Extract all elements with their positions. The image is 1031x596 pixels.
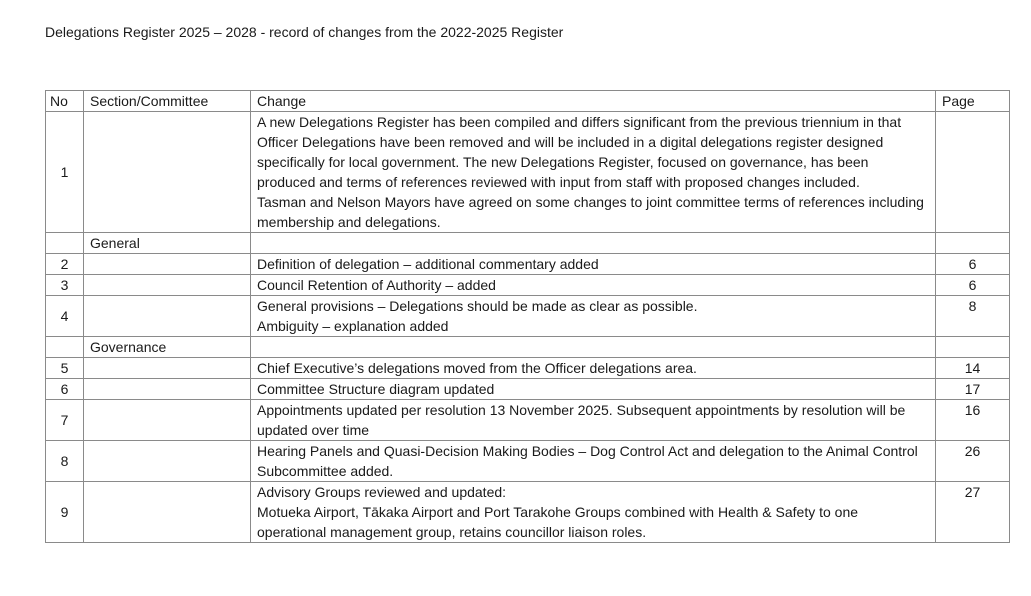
table-row <box>46 441 1010 482</box>
table-row <box>46 400 1010 441</box>
section-row <box>46 233 1010 254</box>
row-section <box>84 482 251 543</box>
row-number: 9 <box>46 482 84 543</box>
row-section <box>84 400 251 441</box>
change-line: Council Retention of Authority – added <box>257 277 496 293</box>
row-number: 4 <box>46 296 84 337</box>
table-body <box>46 112 1010 543</box>
header-page: Page <box>936 91 1010 112</box>
row-number: 3 <box>46 275 84 296</box>
row-number: 8 <box>46 441 84 482</box>
change-line: Hearing Panels and Quasi-Decision Making Bodies – Dog Control Act and delegation to the Animal Control Subcommittee added. <box>257 443 918 479</box>
row-page: 17 <box>936 379 1010 400</box>
row-number: 6 <box>46 379 84 400</box>
change-line: Advisory Groups reviewed and updated: <box>257 484 507 500</box>
row-change <box>251 400 936 441</box>
row-section: Governance <box>84 337 251 358</box>
row-change <box>251 379 936 400</box>
row-number: 5 <box>46 358 84 379</box>
change-line <box>257 337 929 357</box>
row-section <box>84 358 251 379</box>
changes-table <box>45 90 1010 543</box>
table-row <box>46 254 1010 275</box>
row-page: 6 <box>936 275 1010 296</box>
table-row <box>46 296 1010 337</box>
row-section <box>84 441 251 482</box>
row-change <box>251 296 936 337</box>
table-row <box>46 482 1010 543</box>
row-number <box>46 233 84 254</box>
row-change <box>251 275 936 296</box>
row-page: 8 <box>936 296 1010 337</box>
row-page: 6 <box>936 254 1010 275</box>
row-change <box>251 233 936 254</box>
change-line: General provisions – Delegations should be made as clear as possible. <box>257 298 698 314</box>
change-line: Definition of delegation – additional commentary added <box>257 256 599 272</box>
row-page <box>936 233 1010 254</box>
header-no: No <box>46 91 84 112</box>
row-section <box>84 112 251 233</box>
page-title: Delegations Register 2025 – 2028 - record of changes from the 2022-2025 Register <box>45 24 564 40</box>
row-page: 26 <box>936 441 1010 482</box>
change-line: A new Delegations Register has been compiled and differs significant from the previous triennium in that Officer Delegations have been removed and will be included in a digital delegations register designed specifically for local government. The new Delegations Register, focused on governance, has been produced and terms of references reviewed with input from staff with proposed changes included. <box>257 114 902 190</box>
row-page: 27 <box>936 482 1010 543</box>
change-line: Ambiguity – explanation added <box>257 318 449 334</box>
row-number: 2 <box>46 254 84 275</box>
row-page: 16 <box>936 400 1010 441</box>
row-number: 7 <box>46 400 84 441</box>
header-change: Change <box>251 91 936 112</box>
change-line: Committee Structure diagram updated <box>257 381 495 397</box>
row-change <box>251 112 936 233</box>
change-line: Motueka Airport, Tākaka Airport and Port Tarakohe Groups combined with Health & Safety to one operational management group, retains councillor liaison roles. <box>257 504 859 540</box>
row-page <box>936 112 1010 233</box>
row-section <box>84 275 251 296</box>
header-section: Section/Committee <box>84 91 251 112</box>
table-row <box>46 112 1010 233</box>
change-line: Tasman and Nelson Mayors have agreed on some changes to joint committee terms of references including membership and delegations. <box>257 194 924 230</box>
row-page <box>936 337 1010 358</box>
row-section <box>84 296 251 337</box>
row-change <box>251 441 936 482</box>
table-row <box>46 275 1010 296</box>
row-change <box>251 358 936 379</box>
table-row <box>46 358 1010 379</box>
row-change <box>251 482 936 543</box>
change-line: Appointments updated per resolution 13 November 2025. Subsequent appointments by resolution will be updated over time <box>257 402 906 438</box>
row-change <box>251 337 936 358</box>
change-line <box>257 233 929 253</box>
table-row <box>46 379 1010 400</box>
row-section <box>84 379 251 400</box>
row-section: General <box>84 233 251 254</box>
row-change <box>251 254 936 275</box>
row-number <box>46 337 84 358</box>
change-line: Chief Executive’s delegations moved from the Officer delegations area. <box>257 360 697 376</box>
table-header-row <box>46 91 1010 112</box>
row-page: 14 <box>936 358 1010 379</box>
row-number: 1 <box>46 112 84 233</box>
row-section <box>84 254 251 275</box>
section-row <box>46 337 1010 358</box>
